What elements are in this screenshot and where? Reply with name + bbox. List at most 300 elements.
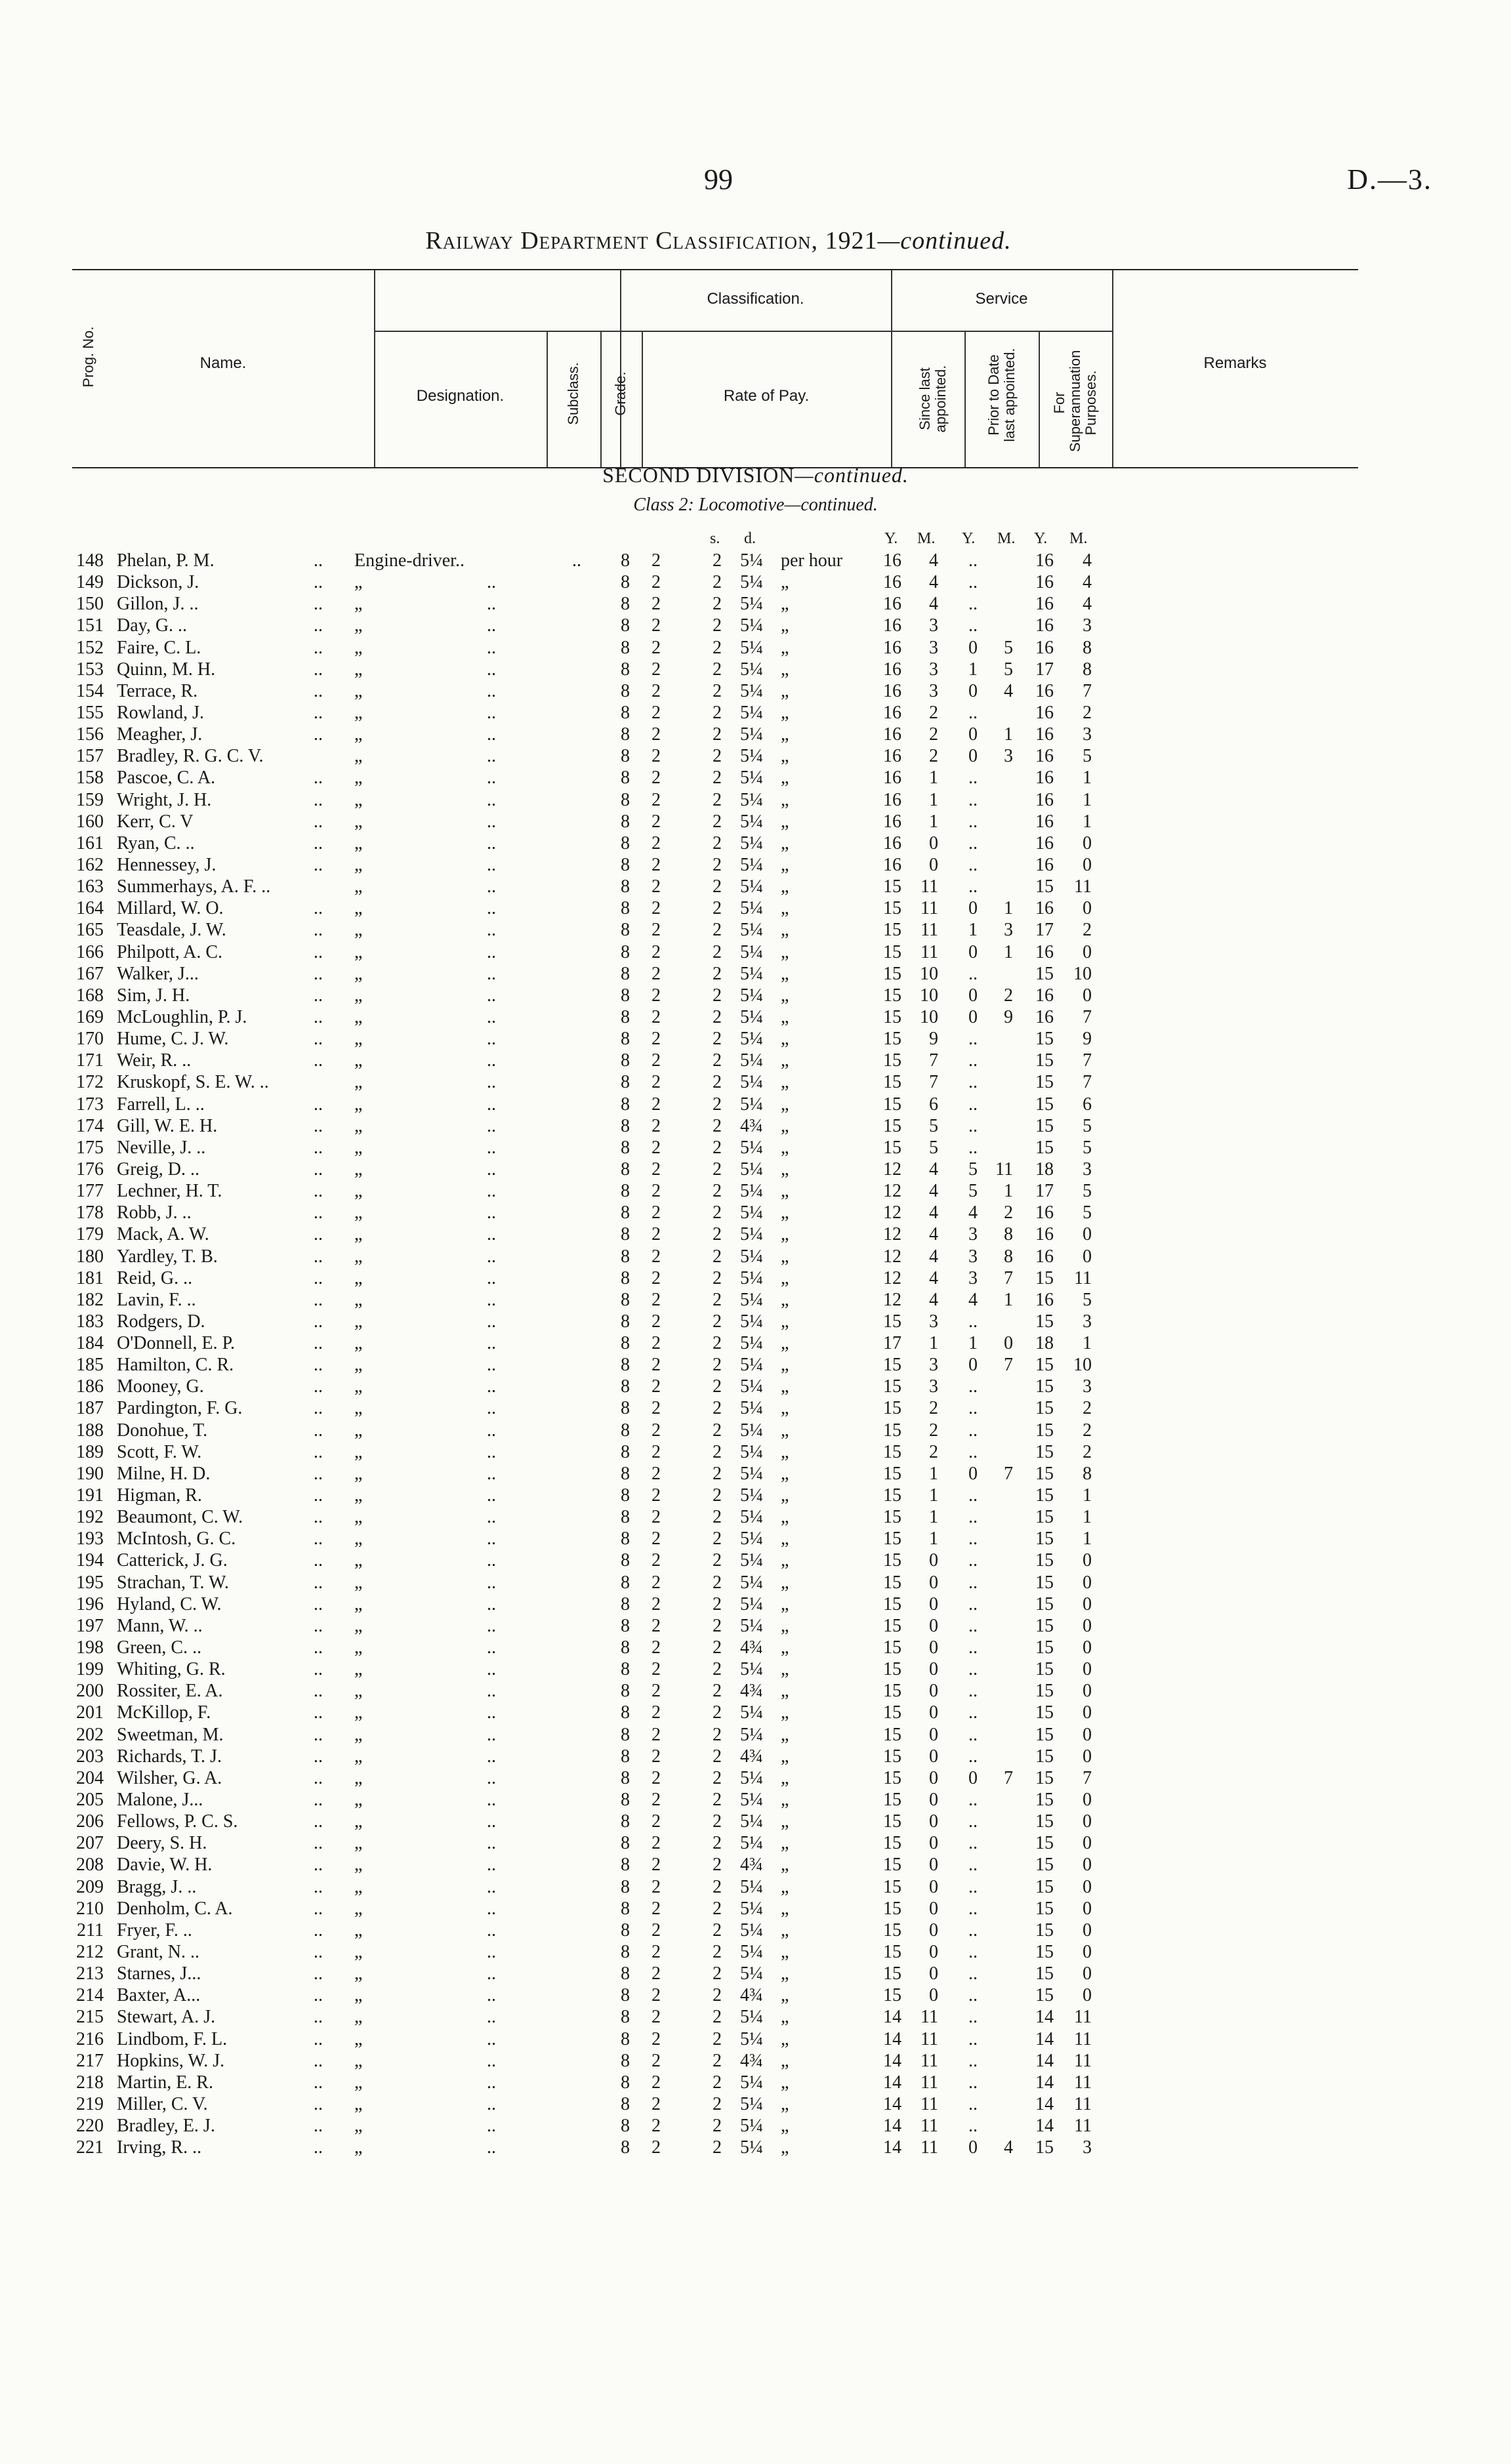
- leader-dots: ..: [314, 572, 323, 593]
- prog-no: 194: [76, 1550, 104, 1571]
- leader-dots: ..: [487, 1507, 496, 1528]
- rate-pence: 5¼: [740, 1876, 763, 1897]
- leader-dots: ..: [314, 1746, 323, 1767]
- since-months: 3: [929, 1311, 938, 1332]
- rate-period: „: [781, 1137, 789, 1158]
- employee-name: Denholm, C. A.: [117, 1898, 233, 1919]
- leader-dots: ..: [314, 1050, 323, 1071]
- rate-period: „: [781, 876, 789, 897]
- super-months: 0: [1083, 1724, 1092, 1745]
- subclass: 8: [621, 920, 630, 941]
- prog-no: 212: [76, 1942, 104, 1962]
- employee-name: Hopkins, W. J.: [117, 2050, 225, 2071]
- since-years: 14: [883, 2072, 901, 2093]
- employee-name: Walker, J...: [117, 963, 199, 984]
- header-subclass: Subclass.: [565, 362, 581, 425]
- rate-shillings: 2: [713, 832, 722, 853]
- rate-period: „: [781, 2028, 789, 2049]
- subclass: 8: [621, 2137, 630, 2158]
- header-prog-no: Prog. No.: [80, 326, 96, 388]
- table-row: [0, 1311, 1511, 1332]
- super-months: 11: [1074, 2007, 1092, 2028]
- grade: 2: [652, 702, 661, 723]
- table-row: [0, 1528, 1511, 1550]
- super-years: 14: [1035, 2007, 1054, 2028]
- leader-dots: ..: [487, 702, 496, 723]
- leader-dots: ..: [314, 1855, 323, 1876]
- table-row: [0, 2028, 1511, 2050]
- rate-shillings: 2: [713, 1463, 722, 1484]
- super-years: 15: [1035, 1115, 1054, 1136]
- table-row: [0, 724, 1511, 745]
- leader-dots: ..: [314, 854, 323, 875]
- super-months: 5: [1083, 1115, 1092, 1136]
- rate-shillings: 2: [713, 615, 722, 636]
- prior-months: 4: [1004, 2137, 1013, 2158]
- leader-dots: ..: [487, 920, 496, 941]
- since-months: 0: [929, 854, 938, 875]
- leader-dots: ..: [314, 1224, 323, 1245]
- employee-name: Sim, J. H.: [117, 985, 190, 1006]
- leader-dots: ..: [314, 2093, 323, 2114]
- grade: 2: [652, 550, 661, 571]
- grade: 2: [652, 1094, 661, 1115]
- rate-pence: 5¼: [740, 637, 763, 658]
- rate-shillings: 2: [713, 1072, 722, 1093]
- grade: 2: [652, 1790, 661, 1811]
- designation: „: [354, 1898, 363, 1919]
- leader-dots: ..: [572, 550, 581, 571]
- designation: „: [354, 1050, 363, 1071]
- subclass: 8: [621, 1050, 630, 1071]
- grade: 2: [652, 768, 661, 789]
- rate-shillings: 2: [713, 1811, 722, 1832]
- rate-period: „: [781, 1898, 789, 1919]
- prior-years: ..: [968, 2007, 978, 2028]
- grade: 2: [652, 832, 661, 853]
- prog-no: 167: [76, 963, 104, 984]
- subclass: 8: [621, 789, 630, 810]
- super-months: 0: [1083, 1681, 1092, 1702]
- since-months: 3: [929, 680, 938, 701]
- super-years: 15: [1035, 1572, 1054, 1593]
- rate-pence: 5¼: [740, 1420, 763, 1441]
- table-row: [0, 659, 1511, 680]
- prior-years: 1: [968, 1333, 978, 1354]
- table-header: [72, 269, 1358, 468]
- rate-pence: 5¼: [740, 2137, 763, 2158]
- super-months: 5: [1083, 1181, 1092, 1202]
- since-years: 16: [883, 768, 901, 789]
- grade: 2: [652, 1137, 661, 1158]
- grade: 2: [652, 1463, 661, 1484]
- designation: „: [354, 2007, 363, 2028]
- leader-dots: ..: [314, 1311, 323, 1332]
- header-service: Service: [975, 290, 1028, 308]
- super-months: 4: [1083, 572, 1092, 593]
- title-suffix: —continued.: [877, 227, 1012, 255]
- prior-months: 11: [995, 1159, 1013, 1180]
- rate-period: „: [781, 1855, 789, 1876]
- designation: „: [354, 1855, 363, 1876]
- rate-pence: 5¼: [740, 832, 763, 853]
- rate-shillings: 2: [713, 746, 722, 767]
- prior-years: ..: [968, 1485, 978, 1506]
- rate-pence: 5¼: [740, 1963, 763, 1984]
- employee-name: Philpott, A. C.: [117, 941, 223, 962]
- prior-months: 9: [1004, 1006, 1013, 1027]
- prior-years: ..: [968, 550, 978, 571]
- prog-no: 157: [76, 746, 104, 767]
- designation: „: [354, 1637, 363, 1658]
- rate-period: „: [781, 920, 789, 941]
- rate-period: „: [781, 1333, 789, 1354]
- table-row: [0, 941, 1511, 963]
- rate-pence: 5¼: [740, 1224, 763, 1245]
- leader-dots: ..: [487, 746, 496, 767]
- subclass: 8: [621, 1398, 630, 1419]
- leader-dots: ..: [487, 1441, 496, 1462]
- super-years: 15: [1035, 1485, 1054, 1506]
- super-years: 15: [1035, 1681, 1054, 1702]
- rate-period: „: [781, 1420, 789, 1441]
- prior-years: ..: [968, 1942, 978, 1962]
- prog-no: 181: [76, 1267, 104, 1288]
- leader-dots: ..: [314, 1420, 323, 1441]
- leader-dots: ..: [487, 1420, 496, 1441]
- rate-pence: 5¼: [740, 724, 763, 745]
- leader-dots: ..: [314, 898, 323, 919]
- prior-years: ..: [968, 2028, 978, 2049]
- designation: „: [354, 572, 363, 593]
- super-months: 7: [1083, 1072, 1092, 1093]
- rate-shillings: 2: [713, 1333, 722, 1354]
- since-months: 1: [929, 1529, 938, 1550]
- since-years: 15: [883, 1376, 901, 1397]
- prior-years: ..: [968, 594, 978, 615]
- prog-no: 160: [76, 811, 104, 832]
- grade: 2: [652, 1006, 661, 1027]
- since-months: 11: [921, 2137, 938, 2158]
- grade: 2: [652, 1833, 661, 1854]
- table-row: [0, 1115, 1511, 1137]
- table-row: [0, 1094, 1511, 1115]
- rate-shillings: 2: [713, 941, 722, 962]
- employee-name: McKillop, F.: [117, 1702, 211, 1723]
- rate-shillings: 2: [713, 1615, 722, 1636]
- rate-period: „: [781, 615, 789, 636]
- table-row: [0, 1289, 1511, 1311]
- prog-no: 178: [76, 1202, 104, 1223]
- rate-shillings: 2: [713, 898, 722, 919]
- rate-pence: 5¼: [740, 1137, 763, 1158]
- since-years: 15: [883, 1050, 901, 1071]
- header-prior-to: Prior to Date last appointed.: [985, 348, 1018, 442]
- super-years: 16: [1035, 550, 1054, 571]
- rate-shillings: 2: [713, 811, 722, 832]
- super-years: 16: [1035, 789, 1054, 810]
- designation: „: [354, 1572, 363, 1593]
- grade: 2: [652, 1529, 661, 1550]
- super-months: 2: [1083, 1420, 1092, 1441]
- designation: „: [354, 1507, 363, 1528]
- prog-no: 156: [76, 724, 104, 745]
- rate-shillings: 2: [713, 985, 722, 1006]
- super-years: 16: [1035, 680, 1054, 701]
- since-months: 1: [929, 1485, 938, 1506]
- rate-shillings: 2: [713, 1289, 722, 1310]
- subclass: 8: [621, 1333, 630, 1354]
- super-months: 1: [1083, 1529, 1092, 1550]
- since-months: 0: [929, 1790, 938, 1811]
- since-years: 12: [883, 1159, 901, 1180]
- rate-pence: 5¼: [740, 615, 763, 636]
- super-months: 0: [1083, 985, 1092, 1006]
- prior-years: ..: [968, 1398, 978, 1419]
- grade: 2: [652, 963, 661, 984]
- super-months: 11: [1074, 1267, 1092, 1288]
- rate-shillings: 2: [713, 1441, 722, 1462]
- unit-months: M.: [917, 530, 936, 547]
- since-months: 0: [929, 1659, 938, 1680]
- grade: 2: [652, 659, 661, 680]
- table-row: [0, 550, 1511, 571]
- subclass: 8: [621, 594, 630, 615]
- leader-dots: ..: [487, 1485, 496, 1506]
- leader-dots: ..: [314, 2007, 323, 2028]
- rate-period: „: [781, 1529, 789, 1550]
- leader-dots: ..: [314, 832, 323, 853]
- rate-shillings: 2: [713, 1485, 722, 1506]
- super-months: 11: [1074, 876, 1092, 897]
- leader-dots: ..: [314, 1985, 323, 2006]
- prog-no: 152: [76, 637, 104, 658]
- subclass: 8: [621, 659, 630, 680]
- rate-period: „: [781, 1767, 789, 1788]
- table-row: [0, 1615, 1511, 1637]
- super-years: 15: [1035, 1311, 1054, 1332]
- prog-no: 180: [76, 1246, 104, 1267]
- rate-pence: 5¼: [740, 1485, 763, 1506]
- leader-dots: ..: [487, 1333, 496, 1354]
- prog-no: 204: [76, 1767, 104, 1788]
- grade: 2: [652, 594, 661, 615]
- leader-dots: ..: [314, 1529, 323, 1550]
- designation: „: [354, 832, 363, 853]
- subclass: 8: [621, 898, 630, 919]
- since-years: 15: [883, 1006, 901, 1027]
- employee-name: Reid, G. ..: [117, 1267, 193, 1288]
- prog-no: 159: [76, 789, 104, 810]
- since-years: 15: [883, 1833, 901, 1854]
- rate-period: „: [781, 1659, 789, 1680]
- table-row: [0, 1485, 1511, 1506]
- rate-shillings: 2: [713, 1115, 722, 1136]
- prog-no: 182: [76, 1289, 104, 1310]
- prog-no: 149: [76, 572, 104, 593]
- designation: „: [354, 1398, 363, 1419]
- since-years: 15: [883, 1898, 901, 1919]
- rate-pence: 5¼: [740, 1507, 763, 1528]
- since-months: 3: [929, 1355, 938, 1376]
- since-months: 1: [929, 1507, 938, 1528]
- table-row: [0, 1137, 1511, 1159]
- grade: 2: [652, 1311, 661, 1332]
- employee-name: Faire, C. L.: [117, 637, 201, 658]
- rate-period: „: [781, 1072, 789, 1093]
- rate-shillings: 2: [713, 1702, 722, 1723]
- prior-years: ..: [968, 1094, 978, 1115]
- since-months: 0: [929, 1746, 938, 1767]
- rate-pence: 5¼: [740, 854, 763, 875]
- rate-shillings: 2: [713, 768, 722, 789]
- table-row: [0, 1984, 1511, 2006]
- subclass: 8: [621, 1593, 630, 1614]
- rate-period: „: [781, 811, 789, 832]
- rate-period: „: [781, 1833, 789, 1854]
- super-years: 15: [1035, 1898, 1054, 1919]
- rate-shillings: 2: [713, 920, 722, 941]
- table-row: [0, 2072, 1511, 2093]
- super-months: 0: [1083, 941, 1092, 962]
- employee-name: Terrace, R.: [117, 680, 198, 701]
- grade: 2: [652, 1942, 661, 1962]
- header-grade: Grade.: [612, 371, 629, 416]
- grade: 2: [652, 746, 661, 767]
- subclass: 8: [621, 1637, 630, 1658]
- since-years: 16: [883, 615, 901, 636]
- super-months: 3: [1083, 1159, 1092, 1180]
- prog-no: 153: [76, 659, 104, 680]
- leader-dots: ..: [314, 1181, 323, 1202]
- leader-dots: ..: [314, 1006, 323, 1027]
- prior-months: 1: [1004, 1181, 1013, 1202]
- rate-period: „: [781, 1202, 789, 1223]
- employee-name: Baxter, A...: [117, 1985, 201, 2006]
- grade: 2: [652, 1920, 661, 1940]
- prior-years: 0: [968, 1767, 978, 1788]
- super-years: 16: [1035, 1289, 1054, 1310]
- rate-period: per hour: [781, 550, 843, 571]
- subclass: 8: [621, 1529, 630, 1550]
- prog-no: 211: [77, 1920, 104, 1940]
- leader-dots: ..: [487, 768, 496, 789]
- super-months: 0: [1083, 854, 1092, 875]
- designation: „: [354, 2028, 363, 2049]
- prior-years: ..: [968, 615, 978, 636]
- subclass: 8: [621, 2072, 630, 2093]
- designation: „: [354, 659, 363, 680]
- super-months: 7: [1083, 680, 1092, 701]
- subclass: 8: [621, 1094, 630, 1115]
- prog-no: 208: [76, 1855, 104, 1876]
- table-row: [0, 1376, 1511, 1397]
- subclass: 8: [621, 1790, 630, 1811]
- super-months: 0: [1083, 1550, 1092, 1571]
- leader-dots: ..: [314, 1094, 323, 1115]
- leader-dots: ..: [487, 811, 496, 832]
- super-years: 15: [1035, 1855, 1054, 1876]
- header-for-super: For Superannuation Purposes.: [1051, 350, 1099, 452]
- employee-name: Richards, T. J.: [117, 1746, 222, 1767]
- unit-years: Y.: [962, 530, 976, 547]
- leader-dots: ..: [314, 1159, 323, 1180]
- designation: „: [354, 854, 363, 875]
- header-rate-of-pay: Rate of Pay.: [723, 387, 810, 405]
- leader-dots: ..: [487, 1224, 496, 1245]
- since-months: 0: [929, 1920, 938, 1940]
- designation: „: [354, 1355, 363, 1376]
- super-years: 15: [1035, 1833, 1054, 1854]
- subclass: 8: [621, 1876, 630, 1897]
- leader-dots: ..: [314, 963, 323, 984]
- rate-shillings: 2: [713, 1224, 722, 1245]
- rate-pence: 5¼: [740, 1702, 763, 1723]
- prog-no: 201: [76, 1702, 104, 1723]
- since-years: 15: [883, 1702, 901, 1723]
- rate-period: „: [781, 1507, 789, 1528]
- rate-period: „: [781, 1963, 789, 1984]
- super-years: 16: [1035, 768, 1054, 789]
- rate-pence: 5¼: [740, 1942, 763, 1962]
- rate-pence: 4¾: [740, 1681, 763, 1702]
- prog-no: 195: [76, 1572, 104, 1593]
- prior-months: 7: [1004, 1463, 1013, 1484]
- leader-dots: ..: [487, 1593, 496, 1614]
- rate-period: „: [781, 1376, 789, 1397]
- prior-years: ..: [968, 1376, 978, 1397]
- leader-dots: ..: [314, 1441, 323, 1462]
- table-row: [0, 2137, 1511, 2158]
- unit-pence: d.: [744, 530, 756, 547]
- prior-years: ..: [968, 1876, 978, 1897]
- designation: „: [354, 1333, 363, 1354]
- since-months: 1: [929, 768, 938, 789]
- designation: „: [354, 1746, 363, 1767]
- super-years: 14: [1035, 2116, 1054, 2137]
- table-row: [0, 767, 1511, 789]
- rate-shillings: 2: [713, 1050, 722, 1071]
- prior-years: ..: [968, 963, 978, 984]
- designation: „: [354, 1267, 363, 1288]
- grade: 2: [652, 1029, 661, 1050]
- prior-months: 7: [1004, 1267, 1013, 1288]
- rate-pence: 5¼: [740, 1398, 763, 1419]
- designation: „: [354, 1072, 363, 1093]
- subclass: 8: [621, 1115, 630, 1136]
- rate-period: „: [781, 1615, 789, 1636]
- prog-no: 163: [76, 876, 104, 897]
- prog-no: 173: [76, 1094, 104, 1115]
- leader-dots: ..: [314, 1702, 323, 1723]
- since-years: 15: [883, 1441, 901, 1462]
- header-name: Name.: [199, 354, 247, 372]
- super-months: 0: [1083, 1593, 1092, 1614]
- rate-pence: 5¼: [740, 2028, 763, 2049]
- subclass: 8: [621, 1441, 630, 1462]
- rate-pence: 5¼: [740, 2093, 763, 2114]
- super-months: 3: [1083, 1376, 1092, 1397]
- leader-dots: ..: [487, 985, 496, 1006]
- leader-dots: ..: [314, 550, 323, 571]
- prior-months: 1: [1004, 724, 1013, 745]
- super-months: 1: [1083, 768, 1092, 789]
- super-months: 0: [1083, 1615, 1092, 1636]
- table-row: [0, 2006, 1511, 2028]
- table-row: [0, 1159, 1511, 1180]
- rate-period: „: [781, 1224, 789, 1245]
- table-row: [0, 1811, 1511, 1832]
